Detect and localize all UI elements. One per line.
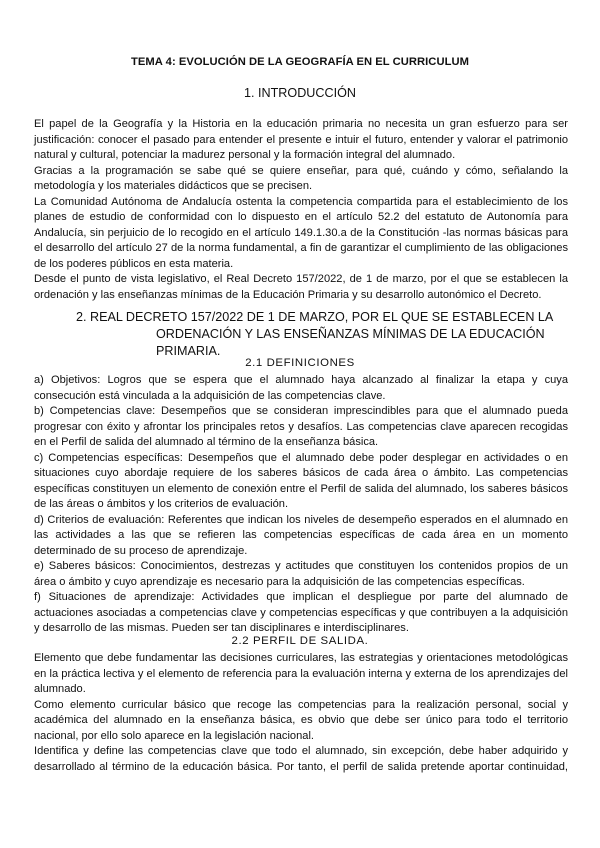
section-1-heading: 1. INTRODUCCIÓN xyxy=(244,86,356,100)
paragraph: Identifica y define las competencias clave que todo el alumnado, sin excepción, debe haber adquirido y desarrollado al término de la educación básica. Por tanto, el perfil de salida pretende aportar continuidad, xyxy=(34,745,568,773)
definition-item: c) Competencias específicas: Desempeños que el alumnado debe poder desplegar en actividades o en situaciones cuyo abordaje requiere de los saberes básicos de cada área o ámbito. Las competencias específicas constituyen un elemento de conexión entre el Perfil de salida del alumnado, los saberes básicos de las áreas o ámbitos y los criterios de evaluación. xyxy=(34,451,568,510)
definition-item: d) Criterios de evaluación: Referentes que indican los niveles de desempeño esperados en el alumnado en las actividades a las que se refieren las competencias específicas de cada área en un momento determinado de su proceso de aprendizaje. xyxy=(34,513,568,557)
paragraph: El papel de la Geografía y la Historia en la educación primaria no necesita un gran esfuerzo para ser justificación: conocer el pasado para entender el presente e intuir el futuro, entender y valorar el patrimonio natural y cultural, potenciar la madurez personal y la formación integral del alumnado. xyxy=(34,118,568,161)
definition-item: e) Saberes básicos: Conocimientos, destrezas y actitudes que constituyen los contenidos propios de un área o ámbito y cuyo aprendizaje es necesario para la adquisición de las competencias específicas. xyxy=(34,560,568,588)
section-2-heading xyxy=(76,309,576,360)
definitions-list xyxy=(34,373,568,637)
section-2-heading-line-1: 2. REAL DECRETO 157/2022 DE 1 DE MARZO, POR EL QUE SE ESTABLECEN LA xyxy=(76,310,554,324)
subsection-2-2-heading: 2.2 PERFIL DE SALIDA. xyxy=(231,635,369,647)
paragraph: Como elemento curricular básico que recoge las competencias para la realización personal, social y académica del alumnado en la enseñanza básica, es obvio que debe ser único para todo el territorio nacional, por ello solo aparece en la legislación nacional. xyxy=(34,698,568,742)
profile-body xyxy=(34,651,568,775)
document-title: TEMA 4: EVOLUCIÓN DE LA GEOGRAFÍA EN EL CURRICULUM xyxy=(131,56,469,68)
subsection-2-1-heading: 2.1 DEFINICIONES xyxy=(245,357,355,369)
paragraph: La Comunidad Autónoma de Andalucía ostenta la competencia compartida para el establecimiento de los planes de estudio de conformidad con lo dispuesto en el artículo 52.2 del estatuto de Autonomía para Andalucía, sin perjuicio de lo recogido en el artículo 149.1.30.a de la Constitución -las normas básicas para el desarrollo del artículo 27 de la norma fundamental, a fin de garantizar el cumplimiento de las obligaciones de los poderes públicos en esta materia. xyxy=(34,195,568,270)
paragraph: Gracias a la programación se sabe qué se quiere enseñar, para qué, cuándo y cómo, señalando la metodología y los materiales didácticos que se precisen. xyxy=(34,164,568,192)
definition-item: a) Objetivos: Logros que se espera que el alumnado haya alcanzado al finalizar la etapa y cuya consecución está vinculada a la adquisición de las competencias clave. xyxy=(34,374,568,402)
paragraph: Desde el punto de vista legislativo, el Real Decreto 157/2022, de 1 de marzo, por el que se establecen la ordenación y las enseñanzas mínimas de la Educación Primaria y su desarrollo autonómico el Decreto. xyxy=(34,273,568,301)
section-2-heading-line-2: ORDENACIÓN Y LAS ENSEÑANZAS MÍNIMAS DE LA EDUCACIÓN PRIMARIA. xyxy=(156,327,545,358)
section-1-body xyxy=(34,117,568,303)
definition-item: f) Situaciones de aprendizaje: Actividades que implican el despliegue por parte del alumnado de actuaciones asociadas a competencias clave y competencias específicas y que contribuyen a la adquisición y desarrollo de las mismas. Pueden ser tan disciplinares e interdisciplinares. xyxy=(34,591,568,634)
definition-item: b) Competencias clave: Desempeños que se consideran imprescindibles para que el alumnado pueda progresar con éxito y afrontar los principales retos y desafíos. Las competencias clave aparecen recogidas en el Perfil de salida del alumnado al término de la enseñanza básica. xyxy=(34,405,568,448)
paragraph: Elemento que debe fundamentar las decisiones curriculares, las estrategias y orientaciones metodológicas en la práctica lectiva y el elemento de referencia para la evaluación interna y externa de los aprendizajes del alumnado. xyxy=(34,652,568,695)
